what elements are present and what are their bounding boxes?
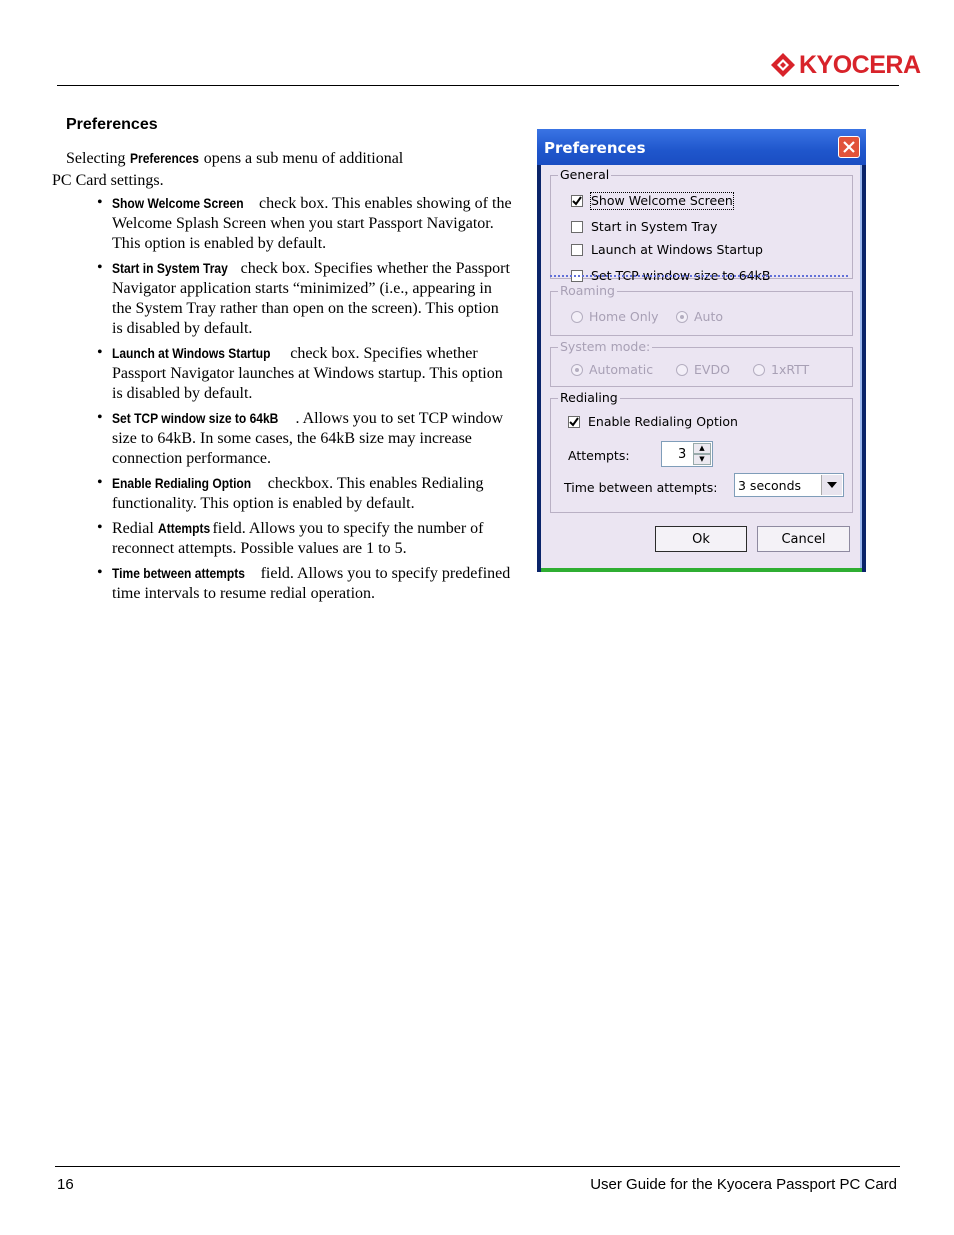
bullet-term: Enable Redialing Option (112, 475, 252, 491)
start-tray-label: Start in System Tray (591, 219, 718, 234)
time-between-label: Time between attempts: (564, 480, 718, 495)
attempts-value: 3 (678, 447, 687, 462)
enable-redialing-checkbox[interactable] (568, 414, 738, 430)
time-between-select[interactable] (734, 473, 844, 497)
cancel-button[interactable]: Cancel (757, 526, 850, 552)
auto-label: Auto (694, 309, 724, 324)
kyocera-logo (770, 50, 921, 80)
system-mode-legend: System mode: (560, 339, 651, 354)
checkbox-checked[interactable] (571, 195, 583, 207)
bullet-text: check box. Specifies whether the Passport Navigator application starts “minimized” (i.e., appearing in the System Tray rather than open on the screen). This option is disabled by default. (112, 260, 510, 337)
general-legend: General (560, 167, 610, 182)
system-mode-group (550, 339, 853, 387)
attempts-spinner[interactable] (661, 441, 713, 467)
intro-after: opens a sub menu of additional (199, 150, 404, 167)
checkbox-checked[interactable] (568, 416, 580, 428)
intro-before: Selecting (66, 150, 130, 167)
radio-dot (575, 368, 579, 372)
radio-home-only[interactable] (571, 309, 659, 325)
roaming-group (550, 283, 853, 336)
close-icon (843, 141, 855, 153)
separator (550, 275, 848, 277)
checkbox-unchecked[interactable] (571, 244, 583, 256)
spinner-arrows (693, 443, 711, 465)
radio-evdo[interactable] (676, 362, 730, 378)
time-between-value: 3 seconds (738, 478, 802, 493)
bullet-term: Show Welcome Screen (112, 195, 244, 211)
list-item (97, 563, 512, 604)
bullet-text: . Allows you to set TCP window size to 64kB. In some cases, the 64kB size may increase connection performance. (112, 410, 504, 467)
guide-title: User Guide for the Kyocera Passport PC Card (590, 1176, 897, 1193)
show-welcome-label: Show Welcome Screen (591, 193, 733, 208)
redialing-legend: Redialing (560, 390, 618, 405)
spin-up-icon[interactable]: ▲ (693, 443, 711, 454)
bullet-term: Set TCP window size to 64kB (112, 410, 279, 426)
list-item (97, 258, 512, 339)
radio-automatic[interactable] (571, 362, 653, 378)
bullet-text: check box. Specifies whether Passport Navigator launches at Windows startup. This option is disabled by default. (112, 345, 503, 402)
close-button[interactable] (838, 136, 860, 158)
redialing-group (550, 390, 853, 513)
radio-auto[interactable] (676, 309, 723, 325)
bullet-prefix: Redial (112, 520, 158, 537)
automatic-label: Automatic (589, 362, 654, 377)
dialog-titlebar[interactable] (537, 129, 866, 165)
bullet-text: field. Allows you to specify predefined time intervals to resume redial operation. (112, 565, 511, 602)
check-icon (572, 196, 582, 206)
checkbox-unchecked[interactable] (571, 221, 583, 233)
kyocera-emblem-icon (770, 52, 796, 78)
header-rule (57, 85, 899, 86)
1xrtt-label: 1xRTT (771, 362, 810, 377)
evdo-label: EVDO (694, 362, 730, 377)
radio-dot (680, 315, 684, 319)
radio-button[interactable] (753, 364, 765, 376)
spin-down-icon[interactable]: ▼ (693, 454, 711, 465)
page-number: 16 (57, 1176, 74, 1193)
list-item (97, 518, 512, 559)
bullet-term: Launch at Windows Startup (112, 345, 271, 361)
list-item (97, 473, 512, 514)
launch-startup-checkbox[interactable] (571, 242, 763, 258)
list-item (97, 193, 512, 254)
bullet-term: Time between attempts (112, 565, 245, 581)
bullet-text: field. Allows you to specify the number of reconnect attempts. Possible values are 1 to 5. (112, 520, 484, 557)
show-welcome-checkbox[interactable] (571, 193, 733, 209)
list-item (97, 343, 512, 404)
bullet-text: checkbox. This enables Redialing functionality. This option is enabled by default. (112, 475, 484, 512)
start-tray-checkbox[interactable] (571, 219, 717, 235)
radio-button-selected[interactable] (676, 311, 688, 323)
window-edge (541, 568, 862, 572)
radio-button-selected[interactable] (571, 364, 583, 376)
dialog-title: Preferences (544, 139, 646, 157)
dialog-body (541, 165, 862, 568)
launch-startup-label: Launch at Windows Startup (591, 242, 763, 257)
home-only-label: Home Only (589, 309, 659, 324)
radio-button[interactable] (676, 364, 688, 376)
bullet-term: Start in System Tray (112, 260, 228, 276)
radio-button[interactable] (571, 311, 583, 323)
intro-paragraph (52, 147, 446, 192)
intro-line2: PC Card settings. (52, 172, 164, 189)
list-item (97, 408, 512, 469)
bullet-text: check box. This enables showing of the Welcome Splash Screen when you start Passport Navigator. This option is enabled by default. (112, 195, 512, 252)
check-icon (569, 417, 579, 427)
ok-button[interactable]: Ok (655, 526, 747, 552)
attempts-label: Attempts: (568, 448, 630, 463)
option-list (97, 193, 512, 608)
tcp-window-label: Set TCP window size to 64kB (591, 268, 771, 283)
enable-redialing-label: Enable Redialing Option (588, 414, 738, 429)
section-heading: Preferences (66, 116, 158, 133)
preferences-dialog (537, 129, 866, 572)
chevron-down-icon[interactable] (821, 475, 842, 495)
bullet-term: Attempts (157, 520, 210, 536)
roaming-legend: Roaming (560, 283, 615, 298)
brand-name: KYOCERA (799, 50, 921, 79)
intro-term: Preferences (129, 150, 199, 166)
general-group (550, 167, 853, 283)
footer-rule (55, 1166, 900, 1167)
radio-1xrtt[interactable] (753, 362, 809, 378)
